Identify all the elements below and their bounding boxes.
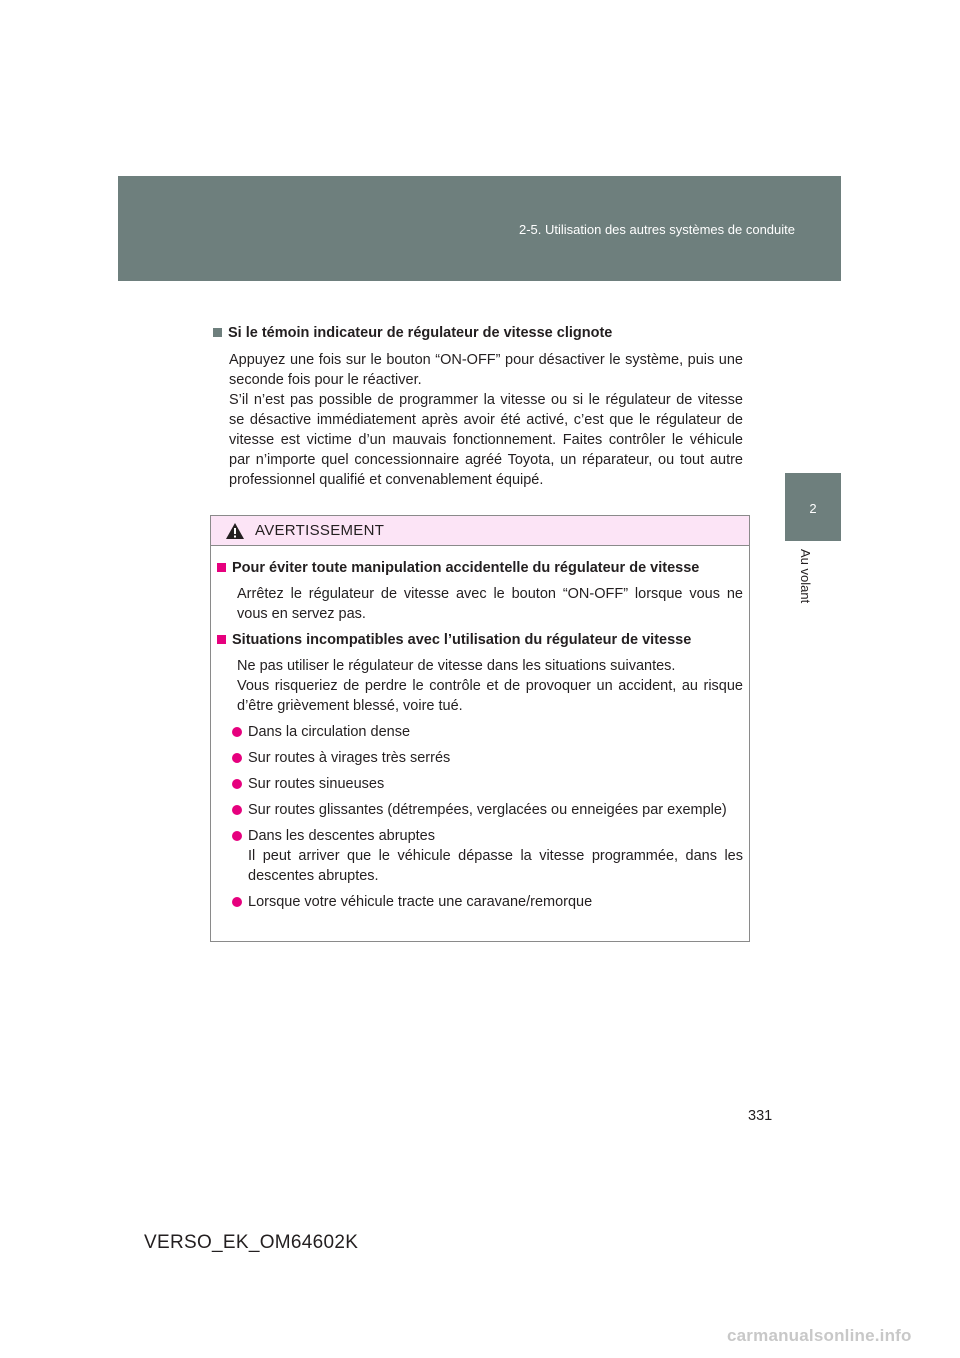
round-bullet-icon (232, 753, 242, 763)
round-bullet-icon (232, 897, 242, 907)
round-bullet-icon (232, 831, 242, 841)
page-number: 331 (748, 1108, 773, 1124)
section-paragraph: Appuyez une fois sur le bouton “ON-OFF” pour désactiver le système, puis une seconde fois pour le réactiver. (229, 352, 743, 388)
warning-header (211, 516, 749, 546)
warning-paragraph: Arrêtez le régulateur de vitesse avec le bouton “ON-OFF” lorsque vous ne vous en servez pas. (237, 586, 743, 622)
section-paragraph: S’il n’est pas possible de programmer la vitesse ou si le régulateur de vitesse se désactive immédiatement après avoir été activé, c’est que le régulateur de vitesse est victime d’un mauvais fonctionnement. Faites contrôler le véhicule par n’importe quel concessionnaire agréé Toyota, un réparateur, ou tout autre professionnel qualifié et convenablement équipé. (229, 392, 743, 488)
section-heading: Si le témoin indicateur de régulateur de vitesse clignote (213, 322, 743, 344)
chapter-label: Au volant (798, 549, 813, 604)
list-item: Sur routes glissantes (détrempées, verglacées ou enneigées par exemple) (232, 800, 743, 820)
list-item: Lorsque votre véhicule tracte une caravane/remorque (232, 892, 743, 912)
warning-box (210, 515, 750, 942)
watermark: carmanualsonline.info (727, 1326, 912, 1345)
section-title: 2-5. Utilisation des autres systèmes de conduite (518, 222, 795, 237)
warning-body (211, 546, 749, 912)
warning-heading: Pour éviter toute manipulation accidentelle du régulateur de vitesse (217, 558, 743, 578)
round-bullet-icon (232, 805, 242, 815)
document-code: VERSO_EK_OM64602K (144, 1232, 359, 1253)
round-bullet-icon (232, 779, 242, 789)
square-bullet-icon (217, 635, 226, 644)
section-blinking-indicator (213, 322, 743, 490)
round-bullet-icon (232, 727, 242, 737)
header-band (118, 176, 841, 281)
list-item: Dans la circulation dense (232, 722, 743, 742)
list-item: Sur routes sinueuses (232, 774, 743, 794)
warning-triangle-icon (225, 522, 245, 540)
warning-heading: Situations incompatibles avec l’utilisation du régulateur de vitesse (217, 630, 743, 650)
square-bullet-icon (213, 328, 222, 337)
chapter-number: 2 (809, 501, 817, 516)
section-body (229, 350, 743, 490)
warning-paragraph: Ne pas utiliser le régulateur de vitesse dans les situations suivantes. Vous risqueriez de perdre le contrôle et de provoquer un accident, au risque d’être grièvement blessé, voire tué. (237, 658, 743, 714)
list-item: Dans les descentes abruptes Il peut arriver que le véhicule dépasse la vitesse programmée, dans les descentes abruptes. (232, 826, 743, 886)
chapter-tab[interactable] (785, 473, 841, 541)
square-bullet-icon (217, 563, 226, 572)
warning-title: AVERTISSEMENT (255, 522, 385, 539)
list-item: Sur routes à virages très serrés (232, 748, 743, 768)
